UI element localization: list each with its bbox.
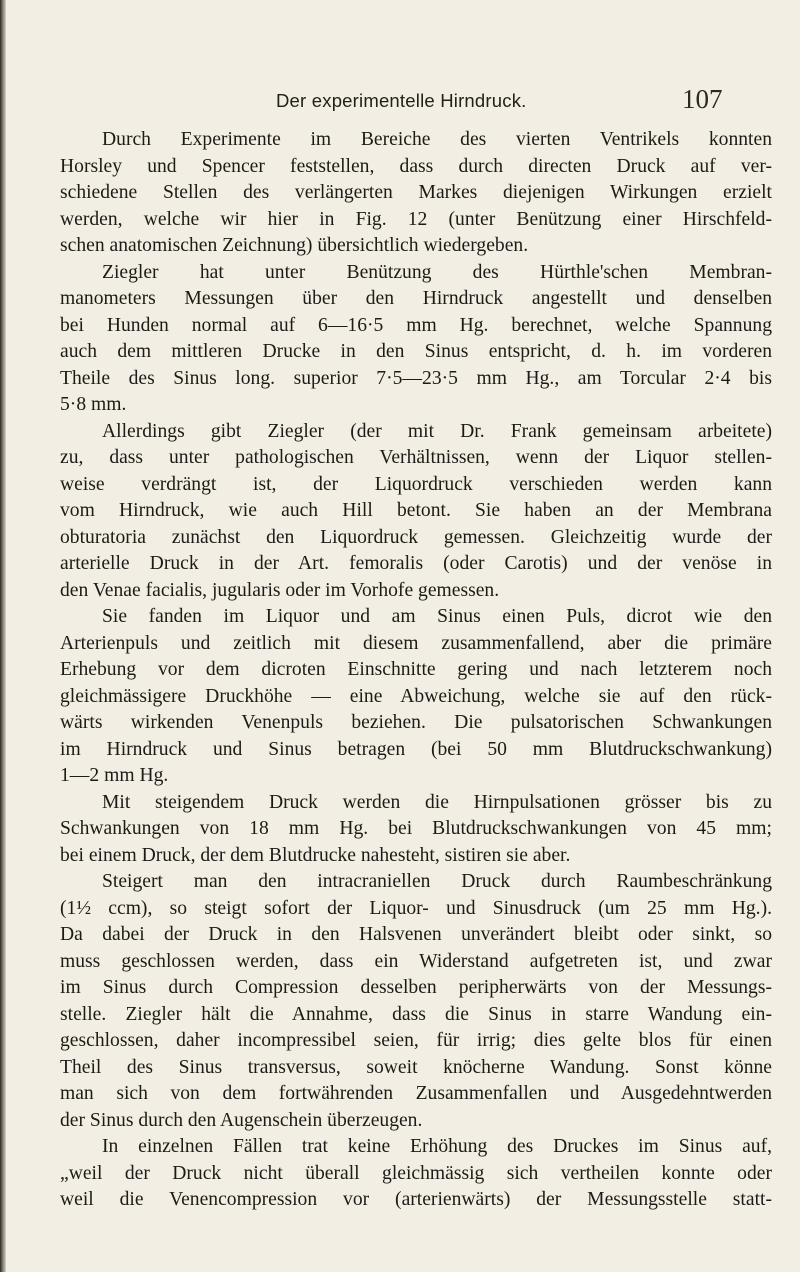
body-text [60,127,772,1214]
text-line: man sich von dem fortwährenden Zusammenfallen und Ausgedehntwerden [60,1083,772,1104]
text-line: vom Hirndruck, wie auch Hill betont. Sie haben an der Membrana [60,500,772,521]
running-head: Der experimentelle Hirndruck. [276,90,527,111]
text-line: muss geschlossen werden, dass ein Widerstand aufgetreten ist, und zwar [60,950,772,972]
page-header [0,84,800,120]
text-line: im Sinus durch Compression desselben peripherwärts von der Messungs- [60,977,772,998]
text-line: Erhebung vor dem dicroten Einschnitte gering und nach letzterem noch [60,659,772,680]
text-line: geschlossen, daher incompressibel seien, für irrig; dies gelte blos für einen [60,1030,772,1051]
text-line: 1—2 mm Hg. [60,765,169,786]
text-line: stelle. Ziegler hält die Annahme, dass die Sinus in starre Wandung ein- [60,1003,772,1025]
text-line: Theile des Sinus long. superior 7·5—23·5 mm Hg., am Torcular 2·4 bis [60,367,772,389]
text-line: weil die Venencompression vor (arterienwärts) der Messungsstelle statt- [60,1189,772,1210]
text-line: im Hirndruck und Sinus betragen (bei 50 mm Blutdruckschwankung) [60,738,772,760]
text-line: Horsley und Spencer feststellen, dass durch directen Druck auf ver- [60,155,772,177]
text-line: Allerdings gibt Ziegler (der mit Dr. Frank gemeinsam arbeitete) [102,420,772,442]
text-line: Ziegler hat unter Benützung des Hürthle'schen Membran- [102,261,772,283]
text-line: schiedene Stellen des verlängerten Markes diejenigen Wirkungen erzielt [60,182,772,203]
text-line: Arterienpuls und zeitlich mit diesem zusammenfallend, aber die primäre [60,632,772,654]
text-line: 5·8 mm. [60,394,127,415]
text-line: arterielle Druck in der Art. femoralis (oder Carotis) und der venöse in [60,553,772,574]
text-line: Mit steigendem Druck werden die Hirnpulsationen grösser bis zu [102,791,772,813]
page-edge-shadow [0,0,6,1272]
text-line: In einzelnen Fällen trat keine Erhöhung des Druckes im Sinus auf, [102,1136,772,1157]
text-line: gleichmässigere Druckhöhe — eine Abweichung, welche sie auf den rück- [60,685,772,707]
text-line: Sie fanden im Liquor und am Sinus einen Puls, dicrot wie den [102,606,772,627]
text-line: obturatoria zunächst den Liquordruck gemessen. Gleichzeitig wurde der [60,526,772,548]
text-line: schen anatomischen Zeichnung) übersichtlich wiedergeben. [60,235,529,256]
text-line: der Sinus durch den Augenschein überzeugen. [60,1109,423,1131]
text-line: Da dabei der Druck in den Halsvenen unverändert bleibt oder sinkt, so [60,924,772,945]
text-line: Theil des Sinus transversus, soweit knöcherne Wandung. Sonst könne [60,1056,772,1078]
text-line: werden, welche wir hier in Fig. 12 (unter Benützung einer Hirschfeld- [60,208,772,230]
text-line: Schwankungen von 18 mm Hg. bei Blutdruckschwankungen von 45 mm; [60,818,772,839]
page-number: 107 [682,84,723,114]
text-line: manometers Messungen über den Hirndruck angestellt und denselben [60,288,772,309]
text-line: (1½ ccm), so steigt sofort der Liquor- und Sinusdruck (um 25 mm Hg.). [60,897,772,919]
text-line: „weil der Druck nicht überall gleichmässig sich vertheilen konnte oder [60,1162,772,1184]
text-line: den Venae facialis, jugularis oder im Vorhofe gemessen. [60,579,500,601]
text-line: Steigert man den intracraniellen Druck durch Raumbeschränkung [102,871,772,892]
text-line: Durch Experimente im Bereiche des vierten Ventrikels konnten [102,129,772,150]
text-line: wärts wirkenden Venenpuls beziehen. Die pulsatorischen Schwankungen [60,712,772,733]
text-line: bei einem Druck, der dem Blutdrucke nahesteht, sistiren sie aber. [60,844,571,866]
text-line: bei Hunden normal auf 6—16·5 mm Hg. berechnet, welche Spannung [60,314,772,336]
text-line: weise verdrängt ist, der Liquordruck verschieden werden kann [60,473,772,495]
text-line: zu, dass unter pathologischen Verhältnissen, wenn der Liquor stellen- [60,447,772,468]
text-line: auch dem mittleren Drucke in den Sinus entspricht, d. h. im vorderen [60,341,772,362]
